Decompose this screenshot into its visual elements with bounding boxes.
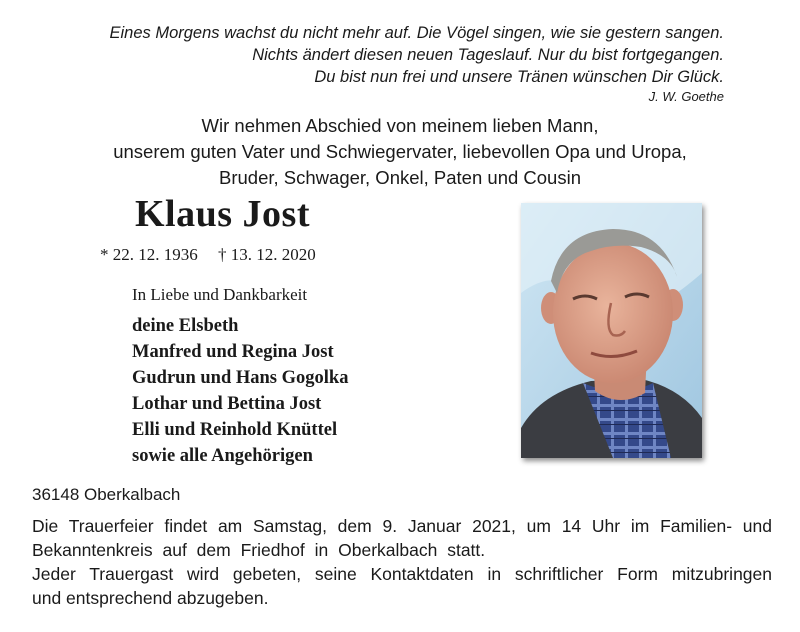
intro-line: unserem guten Vater und Schwiegervater, liebevollen Opa und Uropa, (113, 141, 687, 162)
mourner-name: sowie alle Angehörigen (132, 446, 313, 466)
mourners-intro: In Liebe und Dankbarkeit (132, 285, 308, 304)
poem-line: Nichts ändert diesen neuen Tageslauf. Nur du bist fortgegangen. (252, 46, 724, 64)
mourner-name: deine Elsbeth (132, 316, 239, 336)
intro-line: Wir nehmen Abschied von meinem lieben Mann, (201, 115, 599, 136)
farewell-intro (60, 113, 740, 191)
mourner-name: Lothar und Bettina Jost (132, 394, 322, 414)
poem-line: Eines Morgens wachst du nicht mehr auf. Die Vögel singen, wie sie gestern sangen. (109, 24, 724, 42)
birth-date: * 22. 12. 1936 (100, 245, 198, 264)
notice-line: und entsprechend abzugeben. (32, 588, 269, 608)
mourner-name: Elli und Reinhold Knüttel (132, 420, 338, 440)
mourner-name: Gudrun und Hans Gogolka (132, 368, 349, 388)
portrait-photo (521, 203, 702, 458)
notice-line: Die Trauerfeier findet am Samstag, dem 9. Januar 2021, um 14 Uhr im Familien- und (32, 516, 772, 536)
intro-line: Bruder, Schwager, Onkel, Paten und Cousin (219, 167, 581, 188)
poem-line: Du bist nun frei und unsere Tränen wünschen Dir Glück. (314, 68, 724, 86)
poem-quote (40, 22, 724, 106)
notice-line: Jeder Trauergast wird gebeten, seine Kontaktdaten in schriftlicher Form mitzubringen (32, 564, 772, 584)
notice-line: Bekanntenkreis auf dem Friedhof in Oberkalbach statt. (32, 540, 486, 560)
place-of-residence: 36148 Oberkalbach (32, 485, 181, 504)
life-dates (100, 244, 332, 266)
funeral-notice (32, 514, 772, 610)
poem-author: J. W. Goethe (648, 89, 724, 104)
mourner-name: Manfred und Regina Jost (132, 342, 334, 362)
death-date: † 13. 12. 2020 (218, 245, 316, 264)
mourners-list (132, 313, 348, 469)
deceased-name: Klaus Jost (135, 193, 310, 235)
